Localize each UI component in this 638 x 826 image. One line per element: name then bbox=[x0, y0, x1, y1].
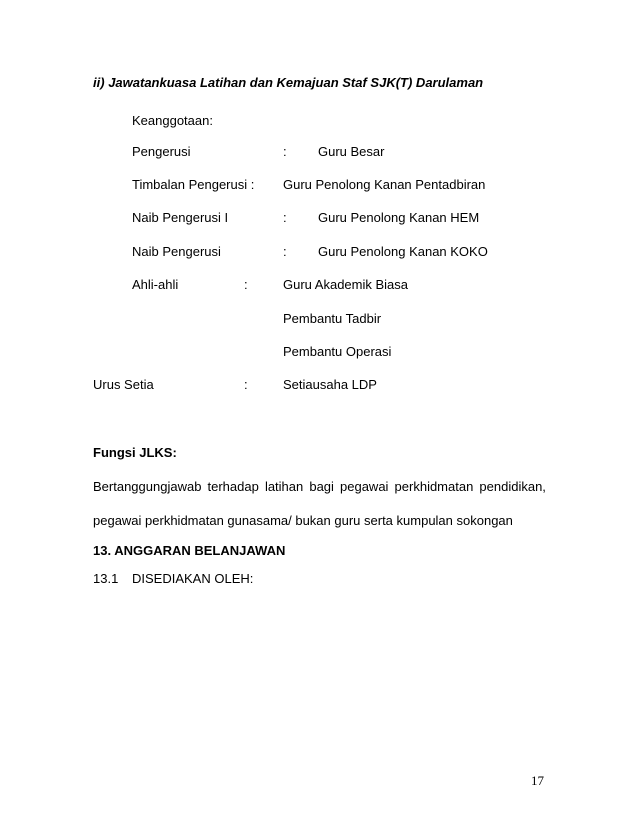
member-value: Guru Akademik Biasa bbox=[283, 277, 409, 292]
heading-prefix: ii) bbox=[93, 75, 105, 90]
fungsi-word: pendidikan, bbox=[479, 479, 546, 494]
fungsi-line-1 bbox=[93, 479, 546, 495]
fungsi-heading: Fungsi JLKS: bbox=[93, 445, 177, 460]
member-role: Timbalan Pengerusi : bbox=[132, 177, 255, 192]
section-13-1-label: DISEDIAKAN OLEH: bbox=[132, 571, 254, 586]
member-role: Naib Pengerusi bbox=[132, 244, 221, 259]
member-role: Ahli-ahli bbox=[132, 277, 179, 292]
urus-setia-colon: : bbox=[244, 377, 248, 392]
member-value: Guru Penolong Kanan KOKO bbox=[318, 244, 488, 259]
member-value: Guru Besar bbox=[318, 144, 385, 159]
member-colon: : bbox=[283, 144, 287, 159]
urus-setia-value: Setiausaha LDP bbox=[283, 377, 377, 392]
member-role: Pengerusi bbox=[132, 144, 191, 159]
member-role: Naib Pengerusi I bbox=[132, 210, 229, 225]
fungsi-word: pegawai bbox=[340, 479, 389, 494]
section-13-1-number: 13.1 bbox=[93, 571, 119, 586]
section-13-heading: 13. ANGGARAN BELANJAWAN bbox=[93, 543, 286, 558]
fungsi-word: perkhidmatan bbox=[394, 479, 474, 494]
fungsi-word: latihan bbox=[264, 479, 304, 494]
fungsi-line-2: pegawai perkhidmatan gunasama/ bukan guru serta kumpulan sokongan bbox=[93, 513, 513, 528]
page-number: 17 bbox=[531, 773, 544, 788]
member-colon: : bbox=[283, 244, 287, 259]
fungsi-word: Bertanggungjawab bbox=[93, 479, 202, 494]
member-colon: : bbox=[283, 210, 287, 225]
keanggotaan-label: Keanggotaan: bbox=[132, 113, 213, 128]
member-value: Pembantu Operasi bbox=[283, 344, 392, 359]
member-value: Pembantu Tadbir bbox=[283, 311, 382, 326]
member-value: Guru Penolong Kanan Pentadbiran bbox=[283, 177, 486, 192]
member-value: Guru Penolong Kanan HEM bbox=[318, 210, 480, 225]
urus-setia-role: Urus Setia bbox=[93, 377, 154, 392]
heading-title: Jawatankuasa Latihan dan Kemajuan Staf SJK(T) Darulaman bbox=[108, 75, 484, 90]
fungsi-word: bagi bbox=[309, 479, 334, 494]
section-heading bbox=[93, 75, 483, 91]
fungsi-word: terhadap bbox=[207, 479, 259, 494]
member-colon: : bbox=[244, 277, 248, 292]
